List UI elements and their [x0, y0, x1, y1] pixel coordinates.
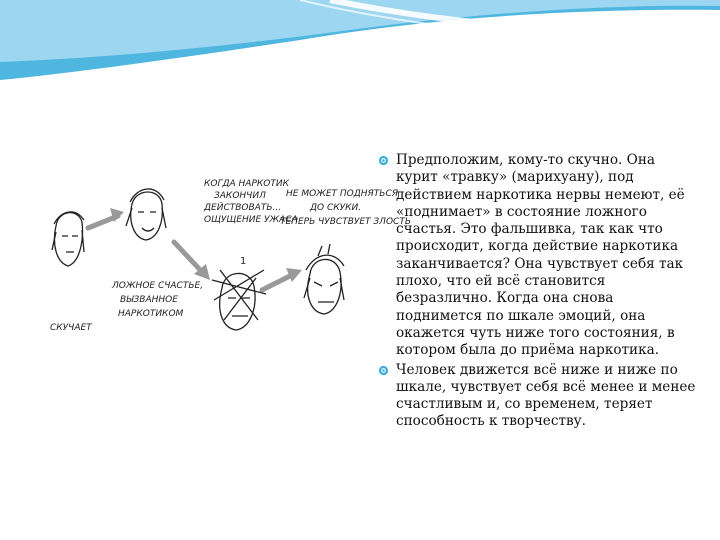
- caption-line: ЛОЖНОЕ СЧАСТЬЕ,: [112, 281, 204, 291]
- caption-line: ВЫЗВАННОЕ: [120, 295, 178, 305]
- bullet-list: [378, 152, 698, 433]
- caption-bottom-left: СКУЧАЕТ: [50, 323, 92, 333]
- bullet-icon: [378, 365, 389, 376]
- caption-line: ЗАКОНЧИЛ: [214, 191, 266, 201]
- caption-line: ДЕЙСТВОВАТЬ...: [204, 203, 282, 213]
- list-item: [378, 152, 698, 360]
- caption-line: НЕ МОЖЕТ ПОДНЯТЬСЯ: [286, 189, 399, 199]
- sketch-icon: [44, 170, 411, 375]
- caption-middle: [111, 281, 203, 319]
- caption-line: ТЕПЕРЬ ЧУВСТВУЕТ ЗЛОСТЬ: [280, 217, 411, 227]
- bullet-text: Предположим, кому-то скучно. Она курит «травку» (марихуану), под действием наркотика нервы немеют, её «поднимает» в состояние ложного счастья. Это фальшивка, так как что происходит, когда действие наркотика заканчивается? Она чувствует себя так плохо, что ей всё становится безразлично. Когда она снова поднимется по шкале эмоций, она окажется чуть ниже того состояния, в котором была до приёма наркотика.: [396, 152, 685, 359]
- caption-line: НАРКОТИКОМ: [118, 309, 184, 319]
- list-item: [378, 362, 698, 431]
- face-anger: [304, 244, 344, 314]
- bullet-icon: [378, 155, 389, 166]
- svg-text:1: 1: [240, 256, 247, 267]
- drug-effect-illustration: [44, 170, 411, 375]
- header-wave-decoration: [0, 0, 720, 90]
- caption-line: КОГДА НАРКОТИК: [204, 179, 289, 189]
- caption-line: ОЩУЩЕНИЕ УЖАСА: [204, 215, 298, 225]
- face-false-happiness: [126, 189, 166, 240]
- bullet-text: Человек движется всё ниже и ниже по шкале, чувствует себя всё менее и менее счастливым и, со временем, теряет способность к творчеству.: [396, 361, 696, 430]
- face-bored: [52, 212, 84, 266]
- face-horror: [212, 256, 266, 330]
- caption-line: ДО СКУКИ.: [310, 203, 362, 213]
